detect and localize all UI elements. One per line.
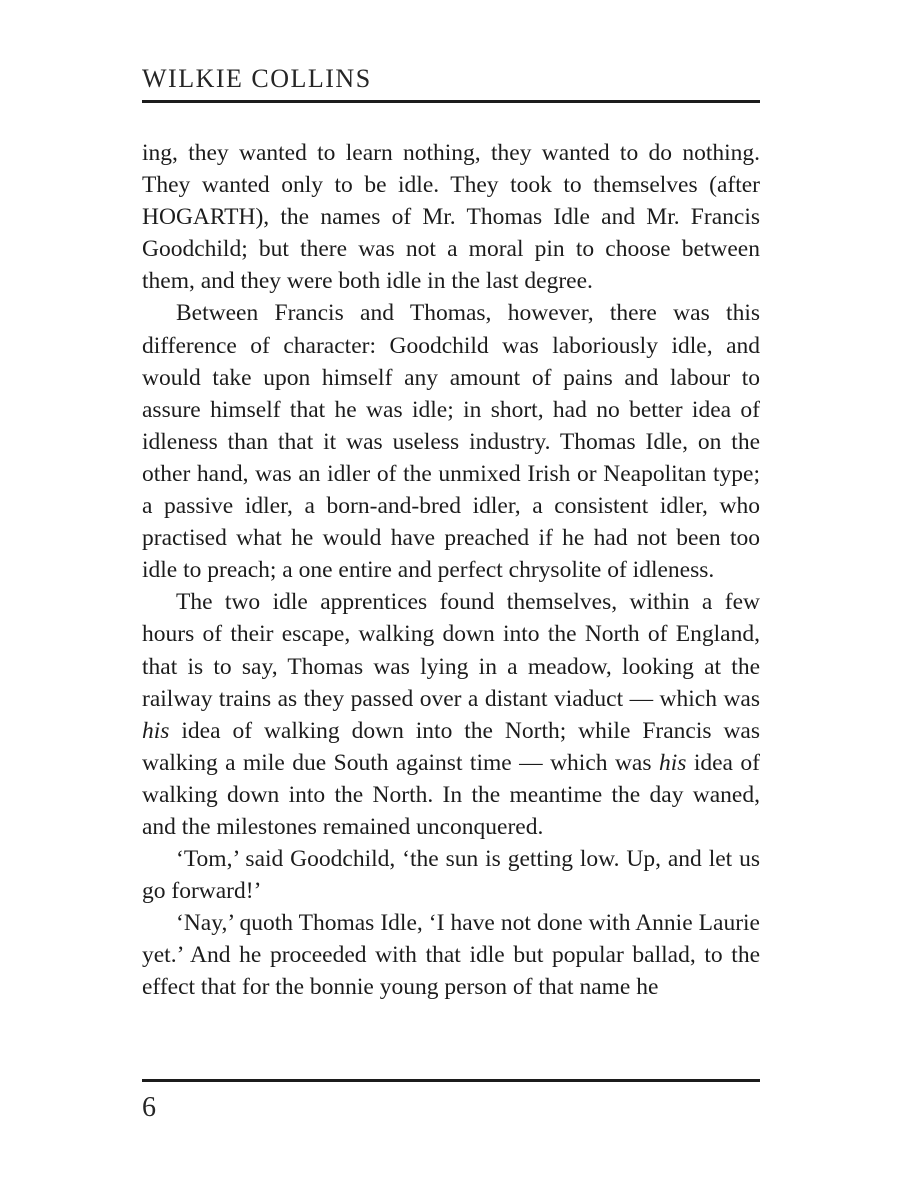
paragraph-3-part-c: idea of walking down into the North. In the meantime the day waned, and the milestones remained unconquered.	[142, 749, 760, 840]
paragraph-1: ing, they wanted to learn nothing, they wanted to do nothing. They wanted only to be idle. They took to themselves (after HOGARTH), the names of Mr. Thomas Idle and Mr. Francis Goodchild; but there was not a moral pin to choose between them, and they were both idle in the last degree.	[142, 140, 760, 295]
paragraph-3	[142, 586, 760, 843]
emphasis-his-2: his	[658, 749, 687, 776]
running-head: WILKIE COLLINS	[142, 64, 372, 93]
emphasis-his-1: his	[142, 717, 170, 744]
paragraph-4: ‘Tom,’ said Goodchild, ‘the sun is getting low. Up, and let us go forward!’	[142, 846, 760, 905]
page-number: 6	[142, 1092, 156, 1123]
footer-rule	[142, 1079, 760, 1082]
book-page	[142, 0, 760, 1200]
paragraph-2: Between Francis and Thomas, however, there was this difference of character: Goodchild was laboriously idle, and would take upon himself any amount of pains and labour to assure himself that he was idle; in short, had no better idea of idleness than that it was useless industry. Thomas Idle, on the other hand, was an idler of the unmixed Irish or Neapolitan type; a passive idler, a born-and-bred idler, a consistent idler, who practised what he would have preached if he had not been too idle to preach; a one entire and perfect chrysolite of idleness.	[142, 300, 760, 584]
body-text	[142, 137, 760, 1004]
paragraph-3-part-a: The two idle apprentices found themselves, within a few hours of their escape, walking down into the North of England, that is to say, Thomas was lying in a meadow, looking at the railway trains as they passed over a distant viaduct — which was	[142, 589, 760, 712]
paragraph-5: ‘Nay,’ quoth Thomas Idle, ‘I have not done with Annie Laurie yet.’ And he proceeded with that idle but popular ballad, to the effect that for the bonnie young person of that name he	[142, 910, 760, 1001]
header-rule	[142, 100, 760, 103]
paragraph-3-part-b: idea of walking down into the North; while Francis was walking a mile due South against time — which was	[142, 717, 760, 776]
